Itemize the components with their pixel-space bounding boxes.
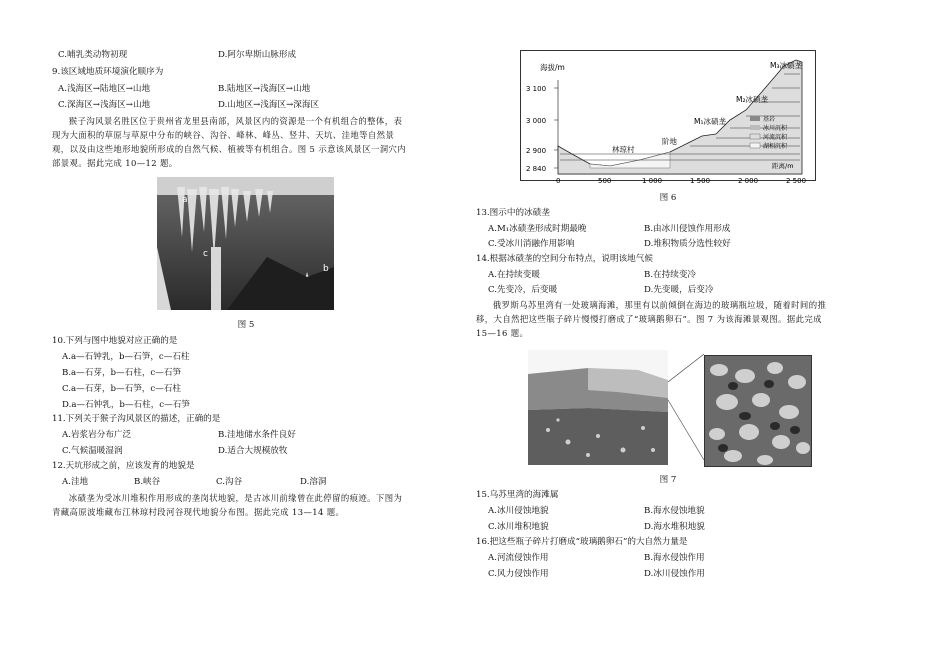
q15-option-b[interactable]: B.海水侵蚀地貌 <box>644 506 705 516</box>
glass-pebbles-illustration <box>705 356 811 466</box>
beach-illustration <box>528 350 668 465</box>
fig6-label-m3: M₃冰碛垄 <box>770 61 802 70</box>
intro-15-16-line: 移，大自然把这些瓶子碎片慢慢打磨成了“玻璃鹅卵石”。图 7 为该海滩景观图。据此完成 <box>476 314 822 324</box>
fig6-ytick: 2 840 <box>526 165 547 173</box>
q16-option-b[interactable]: B.海水侵蚀作用 <box>644 553 705 563</box>
cave-illustration <box>157 177 334 310</box>
q12-option-a[interactable]: A.洼地 <box>62 477 89 487</box>
q13-option-c[interactable]: C.受冰川消融作用影响 <box>488 239 575 249</box>
q9-option-a[interactable]: A.浅海区→陆地区→山地 <box>58 84 151 94</box>
fig6-label-m1: M₁冰碛垄 <box>694 117 726 126</box>
fig6-xtick: 1 000 <box>642 177 663 185</box>
q13-stem: 13.图示中的冰碛垄 <box>476 208 550 218</box>
q9-option-b[interactable]: B.陆地区→浅海区→山地 <box>218 84 311 94</box>
q9-option-c[interactable]: C.深海区→浅海区→山地 <box>58 100 151 110</box>
q14-option-b[interactable]: B.在持续变冷 <box>644 270 697 280</box>
fig6-label-village: 林琼村 <box>612 145 635 154</box>
figure-6-cross-section <box>520 50 816 190</box>
fig6-legend-item: 湖相沉积 <box>763 143 788 150</box>
intro-10-12-line: 观，以及由这些地形地貌所形成的自然气候、植被等有机组合。图 5 示意该风景区一洞穴内 <box>52 144 407 154</box>
q11-option-d[interactable]: D.适合大规模放牧 <box>218 446 288 456</box>
figure-5-cave-photo <box>157 177 334 310</box>
q10-option-d[interactable]: D.a—石钟乳，b—石柱，c—石笋 <box>62 400 190 410</box>
q12-option-c[interactable]: C.沟谷 <box>216 477 243 487</box>
q15-option-a[interactable]: A.冰川侵蚀地貌 <box>488 506 549 516</box>
q16-option-a[interactable]: A.河流侵蚀作用 <box>488 553 549 563</box>
fig6-xtick: 0 <box>556 177 561 185</box>
moraine-profile <box>520 50 816 190</box>
fig5-label-a: a <box>182 195 188 205</box>
legend-swatch <box>750 125 760 130</box>
fig6-xtick: 2 000 <box>738 177 759 185</box>
fig6-ytick: 2 900 <box>526 147 547 155</box>
figure-7-beach-photo <box>528 350 668 465</box>
q16-option-d[interactable]: D.冰川侵蚀作用 <box>644 569 705 579</box>
q16-stem: 16.把这些瓶子碎片打磨成“玻璃鹅卵石”的大自然力量是 <box>476 537 688 547</box>
fig5-label-b: b <box>323 264 329 274</box>
q15-option-c[interactable]: C.冰川堆积地貌 <box>488 522 549 532</box>
q11-option-a[interactable]: A.岩浆岩分布广泛 <box>62 430 132 440</box>
q11-stem: 11.下列关于猴子沟风景区的描述，正确的是 <box>52 414 221 424</box>
figure-7-caption: 图 7 <box>659 475 677 485</box>
q14-option-c[interactable]: C.先变冷，后变暖 <box>488 285 558 295</box>
fig6-ytick: 3 000 <box>526 117 547 125</box>
fig6-legend-item: 基岩 <box>763 116 776 123</box>
fig6-xtick: 1 500 <box>690 177 711 185</box>
intro-15-16-line: 15—16 题。 <box>476 328 529 338</box>
q14-option-a[interactable]: A.在持续变暖 <box>488 270 540 280</box>
intro-10-12 <box>52 114 452 170</box>
fig6-legend-item: 冰川沉积 <box>763 125 788 132</box>
fig6-xlabel: 距离/m <box>772 162 794 170</box>
q10-stem: 10.下列与图中地貌对应正确的是 <box>52 336 178 346</box>
figure-5-caption: 图 5 <box>237 320 255 330</box>
fig6-xtick: 500 <box>598 177 612 185</box>
figure-7-closeup-photo <box>704 355 812 467</box>
legend-swatch <box>750 116 760 121</box>
q16-option-c[interactable]: C.风力侵蚀作用 <box>488 569 549 579</box>
intro-10-12-line: 猴子沟风景名胜区位于贵州省龙里县南部，风景区内的资源是一个有机组合的整体，表 <box>68 116 403 126</box>
fig6-ylabel: 海拔/m <box>540 63 565 72</box>
q10-option-a[interactable]: A.a—石钟乳，b—石笋，c—石柱 <box>62 352 190 362</box>
q10-option-c[interactable]: C.a—石芽，b—石笋，c—石柱 <box>62 384 181 394</box>
q15-stem: 15.乌苏里湾的海滩属 <box>476 490 559 500</box>
q13-option-a[interactable]: A.M₁冰碛垄形成时期最晚 <box>488 224 587 234</box>
q12-option-b[interactable]: B.峡谷 <box>134 477 161 487</box>
fig5-label-c: c <box>203 249 208 259</box>
intro-10-12-line: 现为大面积的草原与草原中分布的峡谷、沟谷、峰林、峰丛、竖井、天坑、洼地等自然景 <box>52 130 395 140</box>
legend-swatch <box>750 134 760 139</box>
q9-option-d[interactable]: D.山地区→浅海区→深海区 <box>218 100 320 110</box>
intro-10-12-line: 部景观。据此完成 10—12 题。 <box>52 158 178 168</box>
figure-7-zoom-connector <box>668 352 704 462</box>
legend-swatch <box>750 143 760 148</box>
q14-stem: 14.根据冰碛垄的空间分布特点，说明该地气候 <box>476 254 653 264</box>
fig6-ytick: 3 100 <box>526 85 547 93</box>
intro-15-16-line: 俄罗斯乌苏里湾有一处玻璃海滩，那里有以前倾倒在海边的玻璃瓶垃圾，随着时间的推 <box>492 300 827 310</box>
q8-option-d[interactable]: D.阿尔卑斯山脉形成 <box>218 50 297 60</box>
intro-13-14-line: 冰碛垄为受冰川堆积作用形成的垄岗状地貌，是古冰川前缘曾在此停留的痕迹。下图为 <box>68 493 403 503</box>
intro-15-16 <box>476 298 896 340</box>
fig6-label-m2: M₂冰碛垄 <box>736 95 768 104</box>
fig6-xtick: 2 500 <box>786 177 807 185</box>
q13-option-b[interactable]: B.由冰川侵蚀作用形成 <box>644 224 731 234</box>
fig6-label-terrace: 阶地 <box>662 137 677 146</box>
q11-option-c[interactable]: C.气候温暖湿润 <box>62 446 123 456</box>
q15-option-d[interactable]: D.海水堆积地貌 <box>644 522 705 532</box>
q9-stem: 9.该区域地质环境演化顺序为 <box>52 67 164 77</box>
intro-13-14 <box>52 491 452 519</box>
figure-6-caption: 图 6 <box>659 193 677 203</box>
intro-13-14-line: 青藏高原波堆藏布江林琼村段河谷现代地貌分布图。据此完成 13—14 题。 <box>52 507 345 517</box>
q14-option-d[interactable]: D.先变暖，后变冷 <box>644 285 714 295</box>
zoom-lines <box>668 352 704 462</box>
q13-option-d[interactable]: D.堆积物质分选性较好 <box>644 239 731 249</box>
fig6-legend-item: 河流沉积 <box>763 134 788 141</box>
q12-stem: 12.天坑形成之前，应该发育的地貌是 <box>52 461 195 471</box>
q11-option-b[interactable]: B.洼地储水条件良好 <box>218 430 296 440</box>
q12-option-d[interactable]: D.溶洞 <box>300 477 327 487</box>
q10-option-b[interactable]: B.a—石芽，b—石柱，c—石笋 <box>62 368 182 378</box>
q8-option-c[interactable]: C.哺乳类动物初现 <box>58 50 128 60</box>
